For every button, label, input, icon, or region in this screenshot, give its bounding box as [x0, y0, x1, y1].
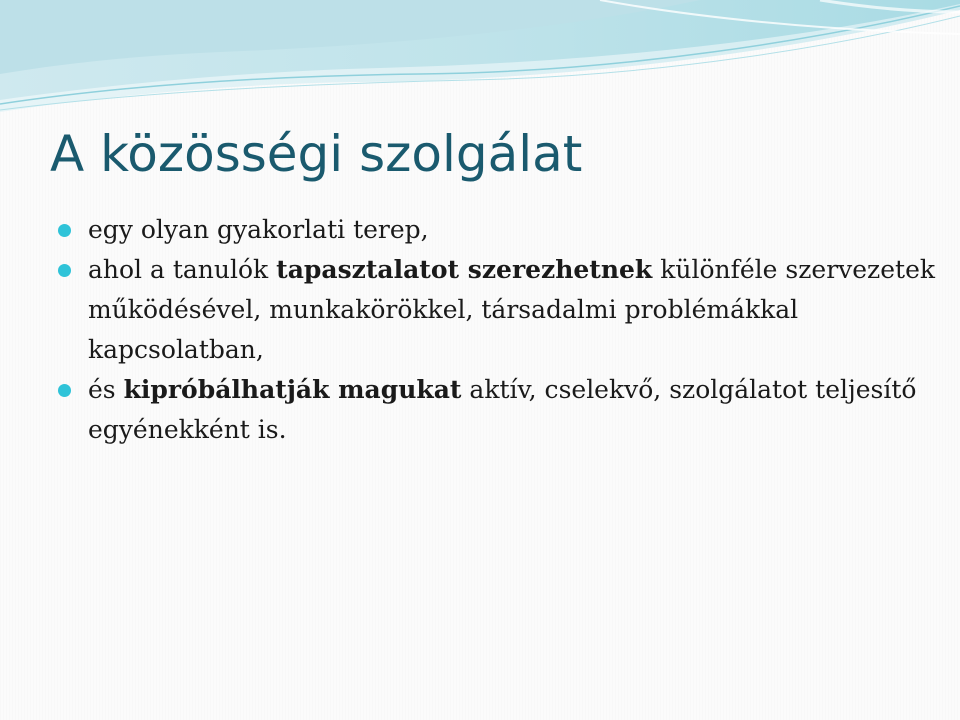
bullet-item	[58, 210, 938, 250]
bullet-dot-icon	[58, 224, 71, 237]
bullet-text: és	[88, 375, 124, 404]
bullet-emphasis: tapasztalatot szerezhetnek	[276, 255, 653, 284]
bullet-dot-icon	[58, 384, 71, 397]
bullet-text: ahol a tanulók	[88, 255, 277, 284]
slide-title: A közösségi szolgálat	[50, 125, 583, 183]
bullet-item	[58, 250, 938, 370]
bullet-item	[58, 370, 938, 450]
bullet-text: aktív, cselekvő, szolgálatot teljesítő egyénekként is.	[88, 375, 917, 444]
bullet-emphasis: kipróbálhatják magukat	[123, 375, 462, 404]
bullet-dot-icon	[58, 264, 71, 277]
wave-header-decoration	[0, 0, 960, 115]
bullet-text: egy olyan gyakorlati terep,	[88, 215, 429, 244]
bullet-text: különféle szervezetek működésével, munkakörökkel, társadalmi problémákkal kapcsolatban,	[88, 255, 936, 364]
bullet-list	[58, 210, 938, 450]
